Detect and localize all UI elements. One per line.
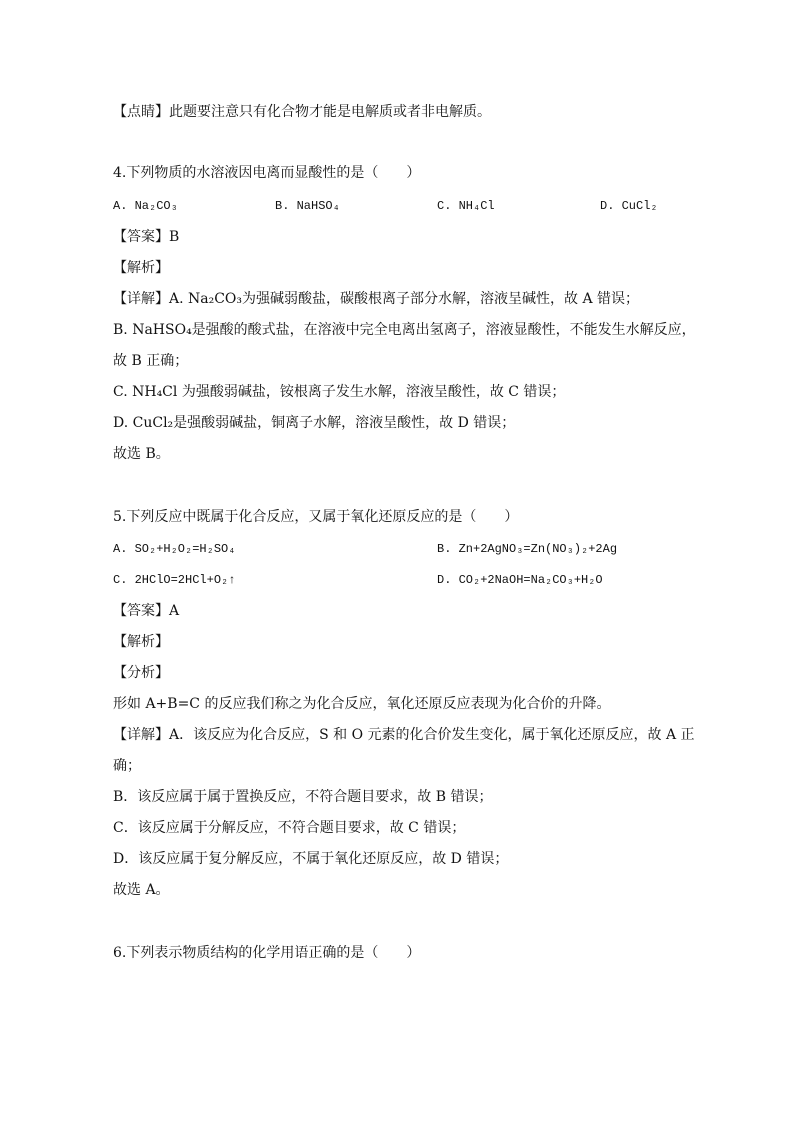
q5-conclusion: 故选 A。 xyxy=(113,882,170,898)
q4-detail-line: B. NaHSO₄是强酸的酸式盐，在溶液中完全电离出氢离子，溶液显酸性，不能发生水解反应， xyxy=(113,322,696,338)
q5-detail-line: B．该反应属于属于置换反应，不符合题目要求，故 B 错误； xyxy=(113,789,493,805)
q4-option-a: A. Na₂CO₃ xyxy=(113,199,178,213)
q5-stem: 5.下列反应中既属于化合反应，又属于氧化还原反应的是（ ） xyxy=(113,509,519,525)
q4-option-d: D. CuCl₂ xyxy=(600,199,658,213)
q5-detail-line: 确； xyxy=(113,758,141,774)
q4-option-c: C. NH₄Cl xyxy=(437,199,495,213)
q5-analysis-heading: 【解析】 xyxy=(113,634,169,650)
q5-fenxi-heading: 【分析】 xyxy=(113,665,169,681)
q4-detail-line: 【详解】A. Na₂CO₃为强碱弱酸盐，碳酸根离子部分水解，溶液呈碱性，故 A 错误； xyxy=(113,291,640,307)
q5-option-a: A. SO₂+H₂O₂=H₂SO₄ xyxy=(113,542,236,556)
q4-detail-line: 故 B 正确； xyxy=(113,353,189,369)
q5-option-c: C. 2HClO=2HCl+O₂↑ xyxy=(113,573,236,587)
q5-detail-line: C．该反应属于分解反应，不符合题目要求，故 C 错误； xyxy=(113,820,466,836)
q5-option-b: B. Zn+2AgNO₃=Zn(NO₃)₂+2Ag xyxy=(437,542,618,556)
q4-analysis-heading: 【解析】 xyxy=(113,260,169,276)
q4-stem: 4.下列物质的水溶液因电离而显酸性的是（ ） xyxy=(113,165,421,181)
q6-stem: 6.下列表示物质结构的化学用语正确的是（ ） xyxy=(113,945,421,961)
q4-answer: 【答案】B xyxy=(113,229,180,245)
q4-detail-line: C. NH₄Cl 为强酸弱碱盐，铵根离子发生水解，溶液呈酸性，故 C 错误； xyxy=(113,384,566,400)
top-note: 【点睛】此题要注意只有化合物才能是电解质或者非电解质。 xyxy=(113,104,491,120)
q5-option-d: D. CO₂+2NaOH=Na₂CO₃+H₂O xyxy=(437,573,603,587)
q4-detail-line: D. CuCl₂是强酸弱碱盐，铜离子水解，溶液呈酸性，故 D 错误； xyxy=(113,415,516,431)
q4-option-b: B. NaHSO₄ xyxy=(275,199,340,213)
q5-detail-line: 【详解】A．该反应为化合反应，S 和 O 元素的化合价发生变化，属于氧化还原反应，故 A 正 xyxy=(113,727,695,743)
q5-fenxi-text: 形如 A+B=C 的反应我们称之为化合反应，氧化还原反应表现为化合价的升降。 xyxy=(113,696,611,712)
q5-answer: 【答案】A xyxy=(113,603,180,619)
q4-conclusion: 故选 B。 xyxy=(113,446,170,462)
q5-detail-line: D．该反应属于复分解反应，不属于氧化还原反应，故 D 错误； xyxy=(113,851,509,867)
